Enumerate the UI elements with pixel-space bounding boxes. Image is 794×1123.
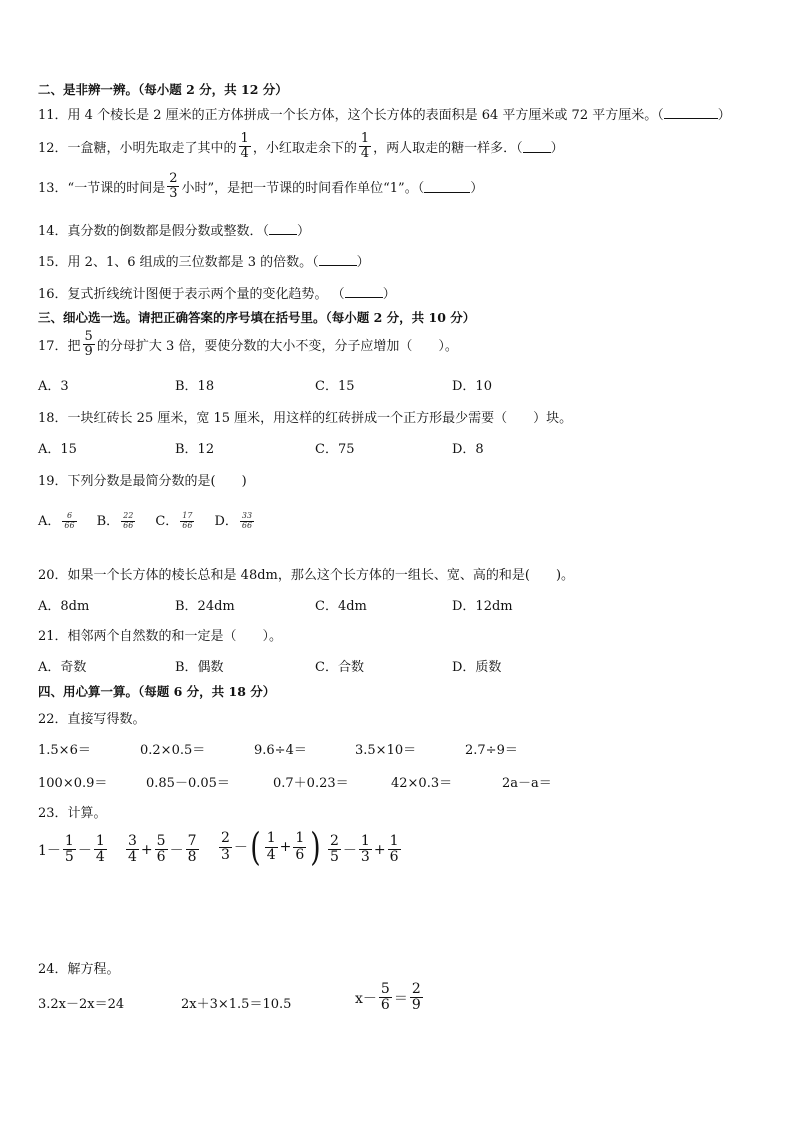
q20-option-b[interactable]: B．24dm bbox=[175, 599, 235, 614]
question-14: 14．真分数的倒数都是假分数或整数．（ ） bbox=[38, 224, 311, 239]
q17-option-b[interactable]: B．18 bbox=[175, 379, 215, 394]
question-21: 21．相邻两个自然数的和一定是（ ）。 bbox=[38, 629, 283, 644]
question-22: 22．直接写得数。 bbox=[38, 712, 146, 727]
section-heading-3: 三、细心选一选。请把正确答案的序号填在括号里。（每小题 2 分，共 10 分） bbox=[38, 310, 476, 325]
q17-option-d[interactable]: D．10 bbox=[452, 379, 492, 394]
q19-options bbox=[38, 510, 256, 531]
q21-option-c[interactable]: C．合数 bbox=[315, 660, 364, 675]
q22-item: 3.5×10＝ bbox=[355, 743, 417, 758]
fraction: $\frac{5}{9}$ bbox=[84, 329, 93, 360]
q23-expression-2: $\frac{3}{4}$ + $\frac{5}{6}$ － $\frac{7}{8}$ bbox=[128, 833, 197, 866]
q24-equation-1: 3.2x－2x＝24 bbox=[38, 997, 125, 1012]
q18-option-c[interactable]: C．75 bbox=[315, 442, 355, 457]
question-20: 20．如果一个长方体的棱长总和是 48dm，那么这个长方体的一组长、宽、高的和是( )。 bbox=[38, 568, 575, 583]
question-23: 23．计算。 bbox=[38, 806, 107, 821]
question-11: 11．用 4 个棱长是 2 厘米的正方体拼成一个长方体，这个长方体的表面积是 64 平方厘米或 72 平方厘米。（ ） bbox=[38, 108, 731, 123]
q20-option-d[interactable]: D．12dm bbox=[452, 599, 513, 614]
question-12: 12．一盒糖，小明先取走了其中的 $\frac{1}{4}$ ，小红取走余下的 $\frac{1}{4}$ ，两人取走的糖一样多．（ ） bbox=[38, 131, 564, 162]
question-24: 24．解方程。 bbox=[38, 962, 120, 977]
question-13: 13．“一节课的时间是 $\frac{2}{3}$ 小时”，是把一节课的时间看作单位“1”。（ ） bbox=[38, 171, 484, 202]
q15-answer-blank[interactable] bbox=[319, 253, 357, 266]
q16-answer-blank[interactable] bbox=[345, 285, 383, 298]
fraction: $\frac{1}{4}$ bbox=[240, 131, 249, 162]
q17-option-c[interactable]: C．15 bbox=[315, 379, 355, 394]
q22-item: 2.7÷9＝ bbox=[465, 743, 518, 758]
q20-option-a[interactable]: A．8dm bbox=[38, 599, 90, 614]
q19-option-c[interactable]: C． $\frac{17}{66}$ bbox=[155, 511, 193, 530]
fraction: $\frac{2}{3}$ bbox=[169, 171, 178, 202]
q23-expression-4: $\frac{2}{5}$ － $\frac{1}{3}$ + $\frac{1}{6}$ bbox=[330, 833, 399, 866]
q24-equation-3: x－ $\frac{5}{6}$ ＝ $\frac{2}{9}$ bbox=[355, 981, 421, 1014]
q19-option-a[interactable]: A． $\frac{6}{66}$ bbox=[38, 511, 75, 530]
q23-expression-3: $\frac{2}{3}$ － ( $\frac{1}{4}$ + $\frac{1}{6}$ ) bbox=[221, 825, 321, 869]
q20-option-c[interactable]: C．4dm bbox=[315, 599, 367, 614]
q23-expression-1: 1－ $\frac{1}{5}$ － $\frac{1}{4}$ bbox=[38, 833, 105, 866]
q18-option-a[interactable]: A．15 bbox=[38, 442, 77, 457]
q24-equation-2: 2x＋3×1.5＝10.5 bbox=[181, 997, 292, 1012]
q22-item: 0.2×0.5＝ bbox=[140, 743, 206, 758]
q22-item: 9.6÷4＝ bbox=[254, 743, 307, 758]
q17-option-a[interactable]: A．3 bbox=[38, 379, 69, 394]
question-16: 16．复式折线统计图便于表示两个量的变化趋势。 （ ） bbox=[38, 287, 396, 302]
q12-answer-blank[interactable] bbox=[523, 140, 551, 153]
q18-option-d[interactable]: D．8 bbox=[452, 442, 484, 457]
q21-option-b[interactable]: B．偶数 bbox=[175, 660, 224, 675]
q18-option-b[interactable]: B．12 bbox=[175, 442, 215, 457]
q22-item: 0.7＋0.23＝ bbox=[273, 776, 349, 791]
question-17: 17．把 $\frac{5}{9}$ 的分母扩大 3 倍，要使分数的大小不变，分子应增加（ ）。 bbox=[38, 329, 458, 360]
question-15: 15．用 2、1、6 组成的三位数都是 3 的倍数。（ ） bbox=[38, 255, 370, 270]
fraction: $\frac{1}{4}$ bbox=[360, 131, 370, 162]
q21-option-a[interactable]: A．奇数 bbox=[38, 660, 87, 675]
q22-item: 100×0.9＝ bbox=[38, 776, 108, 791]
q11-answer-blank[interactable] bbox=[664, 106, 718, 119]
q22-item: 2a－a＝ bbox=[502, 776, 552, 791]
q22-item: 42×0.3＝ bbox=[391, 776, 453, 791]
q13-answer-blank[interactable] bbox=[424, 180, 470, 193]
section-heading-2: 二、是非辨一辨。（每小题 2 分，共 12 分） bbox=[38, 82, 288, 97]
q21-option-d[interactable]: D．质数 bbox=[452, 660, 502, 675]
q22-item: 0.85－0.05＝ bbox=[146, 776, 230, 791]
question-19: 19．下列分数是最简分数的是( ) bbox=[38, 474, 247, 489]
q19-option-b[interactable]: B． $\frac{22}{66}$ bbox=[96, 511, 134, 530]
q19-option-d[interactable]: D． $\frac{33}{66}$ bbox=[214, 511, 253, 530]
question-18: 18．一块红砖长 25 厘米，宽 15 厘米，用这样的红砖拼成一个正方形最少需要（ ）块。 bbox=[38, 411, 573, 426]
q14-answer-blank[interactable] bbox=[269, 222, 297, 235]
q11-text: 11．用 4 个棱长是 2 厘米的正方体拼成一个长方体，这个长方体的表面积是 64 平方厘米或 72 平方厘米。（ bbox=[38, 108, 664, 123]
section-heading-4: 四、用心算一算。（每题 6 分，共 18 分） bbox=[38, 684, 276, 699]
q22-item: 1.5×6＝ bbox=[38, 743, 91, 758]
